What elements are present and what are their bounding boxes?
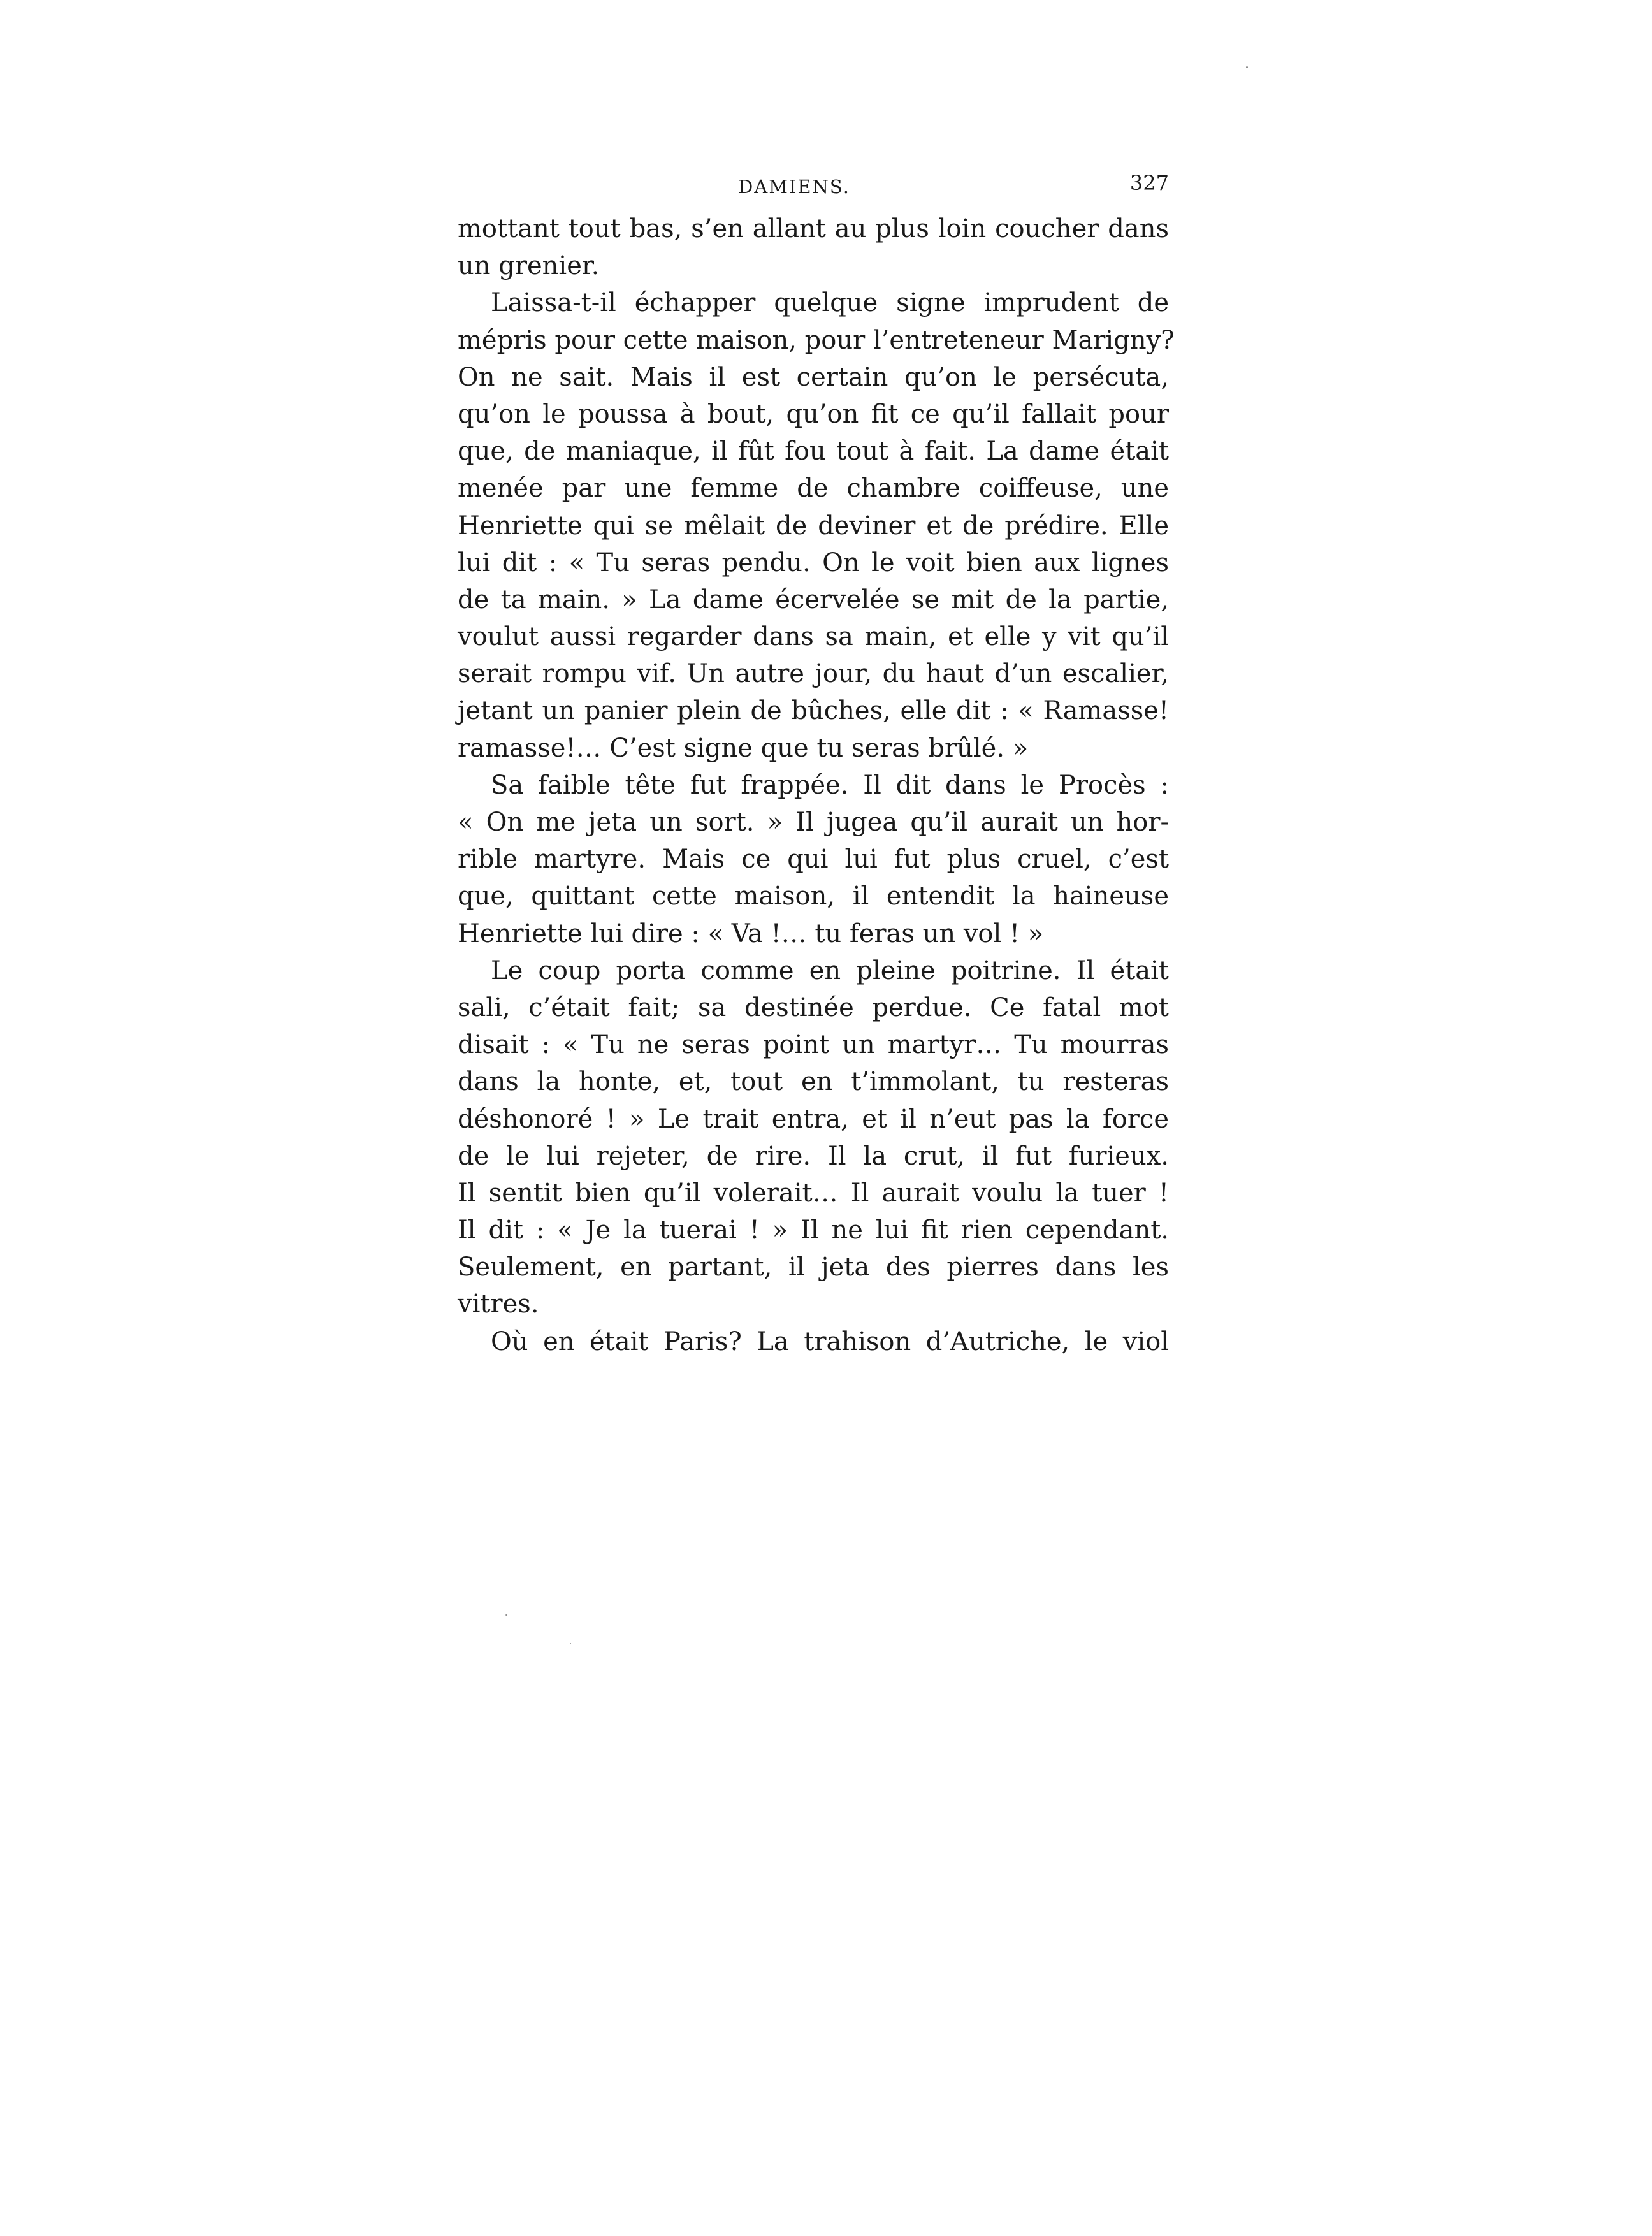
text-line: dans la honte, et, tout en t’immolant, tu resteras	[458, 1067, 1169, 1097]
text-line: déshonoré ! » Le trait entra, et il n’eut pas la force	[458, 1104, 1169, 1134]
text-line: ramasse!… C’est signe que tu seras brûlé. »	[458, 733, 1029, 763]
text-line: sali, c’était fait; sa destinée perdue. Ce fatal mot	[458, 992, 1169, 1022]
scan-speck	[570, 1643, 571, 1644]
text-line: Henriette qui se mêlait de deviner et de prédire. Elle	[458, 511, 1169, 541]
text-line: Le coup porta comme en pleine poitrine. Il était	[491, 955, 1169, 985]
text-line: Il sentit bien qu’il volerait… Il aurait voulu la tuer !	[458, 1178, 1169, 1208]
scan-speck	[1246, 66, 1248, 68]
text-line: rible martyre. Mais ce qui lui fut plus cruel, c’est	[458, 845, 1169, 875]
text-line: mottant tout bas, s’en allant au plus loin coucher dans	[458, 214, 1169, 243]
text-line: un grenier.	[458, 251, 600, 281]
page-header	[458, 171, 1169, 203]
text-line: jetant un panier plein de bûches, elle dit : « Ramasse!	[458, 696, 1169, 726]
body-text	[458, 210, 1175, 1360]
text-line: qu’on le poussa à bout, qu’on fit ce qu’il fallait pour	[458, 399, 1169, 429]
text-line: que, quittant cette maison, il entendit la haineuse	[458, 882, 1169, 911]
text-line: voulut aussi regarder dans sa main, et elle y vit qu’il	[458, 622, 1169, 652]
scan-speck	[505, 1614, 507, 1616]
text-line: mépris pour cette maison, pour l’entreteneur Marigny?	[458, 325, 1175, 355]
text-line: de le lui rejeter, de rire. Il la crut, il fut furieux.	[458, 1141, 1169, 1171]
text-line: serait rompu vif. Un autre jour, du haut d’un escalier,	[458, 659, 1169, 689]
text-line: « On me jeta un sort. » Il jugea qu’il aurait un hor-	[458, 808, 1169, 837]
text-line: disait : « Tu ne seras point un martyr… Tu mourras	[458, 1030, 1169, 1060]
text-line: vitres.	[458, 1289, 539, 1319]
text-line: menée par une femme de chambre coiffeuse, une	[458, 474, 1169, 504]
text-line: que, de maniaque, il fût fou tout à fait. La dame était	[458, 437, 1169, 467]
text-line: Henriette lui dire : « Va !… tu feras un vol ! »	[458, 918, 1044, 948]
text-line: On ne sait. Mais il est certain qu’on le persécuta,	[458, 362, 1169, 392]
text-line: Sa faible tête fut frappée. Il dit dans le Procès :	[491, 770, 1169, 800]
text-line: Où en était Paris? La trahison d’Autriche, le viol	[491, 1326, 1169, 1356]
running-title: DAMIENS.	[738, 176, 850, 198]
text-line: Laissa-t-il échapper quelque signe imprudent de	[491, 288, 1169, 318]
page-number: 327	[1129, 171, 1169, 195]
text-line: Il dit : « Je la tuerai ! » Il ne lui fit rien cependant.	[458, 1216, 1169, 1245]
text-line: de ta main. » La dame écervelée se mit de la partie,	[458, 584, 1169, 614]
text-line: lui dit : « Tu seras pendu. On le voit bien aux lignes	[458, 548, 1169, 577]
text-line: Seulement, en partant, il jeta des pierres dans les	[458, 1252, 1169, 1282]
